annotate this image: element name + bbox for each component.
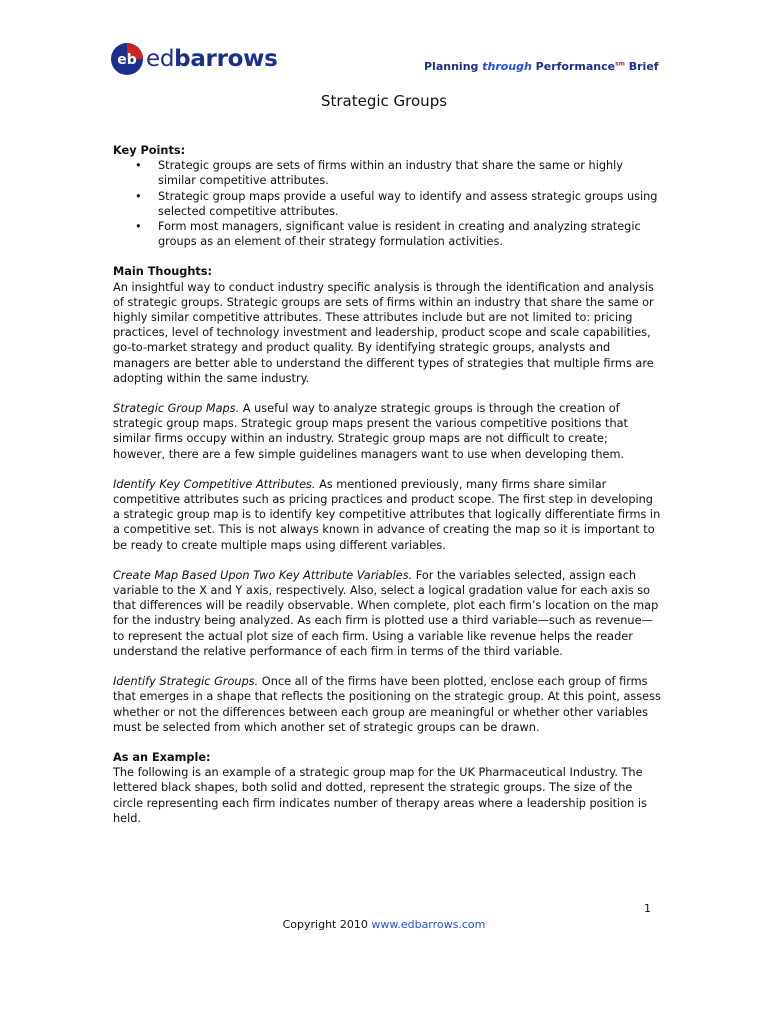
- section-text: For the variables selected, assign each variable to the X and Y axis, respectively. Also, select a logical gradation value for each axis so that differences will be readily observable. When complete, plot each firm’s location on the map for the industry being analyzed. As each firm is plotted use a third variable—such as revenue—to represent the actual plot size of each firm. Using a variable like revenue helps the reader understand the relative performance of each firm in terms of the third variable.: [113, 568, 659, 658]
- brief-tagline: [424, 60, 659, 73]
- key-point-text: Strategic groups are sets of firms within an industry that share the same or highly similar competitive attributes.: [158, 159, 623, 188]
- spacer: [113, 386, 661, 401]
- bullet-icon: •: [135, 159, 142, 173]
- spacer: [113, 553, 661, 568]
- main-thoughts-intro: An insightful way to conduct industry specific analysis is through the identification and analysis of strategic groups. Strategic groups are sets of firms within an industry that share the same or highly similar competitive attributes. These attributes include but are not limited to: pricing practices, level of technology investment and leadership, product scope and scale capabilities, go-to-market strategy and product quality. By identifying strategic groups, analysts and managers are better able to understand the different types of strategies that multiple firms are adopting within the same industry.: [113, 280, 654, 385]
- key-point-text: Form most managers, significant value is resident in creating and analyzing strategic groups as an element of their strategy formulation activities.: [158, 220, 641, 249]
- section-lead: Identify Key Competitive Attributes.: [113, 477, 316, 491]
- brief-performance: Performance: [531, 60, 616, 73]
- section-text: Once all of the firms have been plotted, enclose each group of firms that emerges in a shape that reflects the positioning on the strategic group. At this point, assess whether or not the differences between each group are meaningful or whether other variables must be selected from which another set of strategic groups can be drawn.: [113, 675, 661, 734]
- spacer: [113, 462, 661, 477]
- list-item: [113, 219, 661, 249]
- svg-text:eb: eb: [117, 52, 137, 68]
- key-points-list: [113, 158, 661, 249]
- section-paragraph: [113, 401, 661, 462]
- website-link[interactable]: www.edbarrows.com: [371, 918, 486, 931]
- edbarrows-logo: [110, 42, 277, 76]
- list-item: [113, 158, 661, 188]
- brief-suffix: Brief: [624, 60, 659, 73]
- section-paragraph: [113, 477, 661, 553]
- section-text: As mentioned previously, many firms share similar competitive attributes such as pricing practices and product scope. The first step in developing a strategic group map is to identify key competitive attributes that logically differentiate firms in a competitive set. This is not always known in advance of creating the map so it is important to be ready to create multiple maps using different variables.: [113, 477, 661, 552]
- list-item: [113, 189, 661, 219]
- key-points-heading: Key Points:: [113, 144, 186, 157]
- spacer: [113, 659, 661, 674]
- brief-prefix: Planning: [424, 60, 483, 73]
- brief-sm: sm: [615, 60, 625, 68]
- section-paragraph: [113, 674, 661, 735]
- page-number: 1: [644, 902, 651, 915]
- section-text: A useful way to analyze strategic groups is through the creation of strategic group maps. Strategic group maps present the various competitive positions that similar firms occupy within an industry. Strategic group maps are not difficult to create; however, there are a few simple guidelines managers want to use when developing them.: [113, 402, 628, 461]
- bullet-icon: •: [135, 189, 142, 203]
- spacer: [113, 249, 661, 264]
- bullet-icon: •: [135, 220, 142, 234]
- spacer: [113, 735, 661, 750]
- section-paragraph: [113, 568, 661, 659]
- example-heading: As an Example:: [113, 750, 211, 764]
- logo-barrows: barrows: [174, 46, 278, 72]
- brief-through: through: [482, 60, 532, 73]
- document-body: [113, 143, 661, 826]
- section-lead: Create Map Based Upon Two Key Attribute Variables.: [113, 568, 413, 582]
- logo-wordmark: [146, 42, 277, 76]
- key-point-text: Strategic group maps provide a useful way to identify and assess strategic groups using selected competitive attributes.: [158, 189, 658, 218]
- example-text: The following is an example of a strategic group map for the UK Pharmaceutical Industry. The lettered black shapes, both solid and dotted, represent the strategic groups. The size of the circle representing each firm indicates number of therapy areas where a leadership position is held.: [113, 766, 647, 825]
- copyright-text: Copyright 2010: [282, 918, 372, 931]
- edbarrows-logo-mark-icon: [110, 42, 144, 76]
- page-title: Strategic Groups: [320, 92, 448, 110]
- logo-ed: ed: [146, 46, 175, 72]
- copyright-footer: [0, 918, 768, 931]
- section-lead: Strategic Group Maps.: [113, 402, 240, 416]
- section-lead: Identify Strategic Groups.: [113, 675, 259, 689]
- main-thoughts-heading: Main Thoughts:: [113, 265, 213, 279]
